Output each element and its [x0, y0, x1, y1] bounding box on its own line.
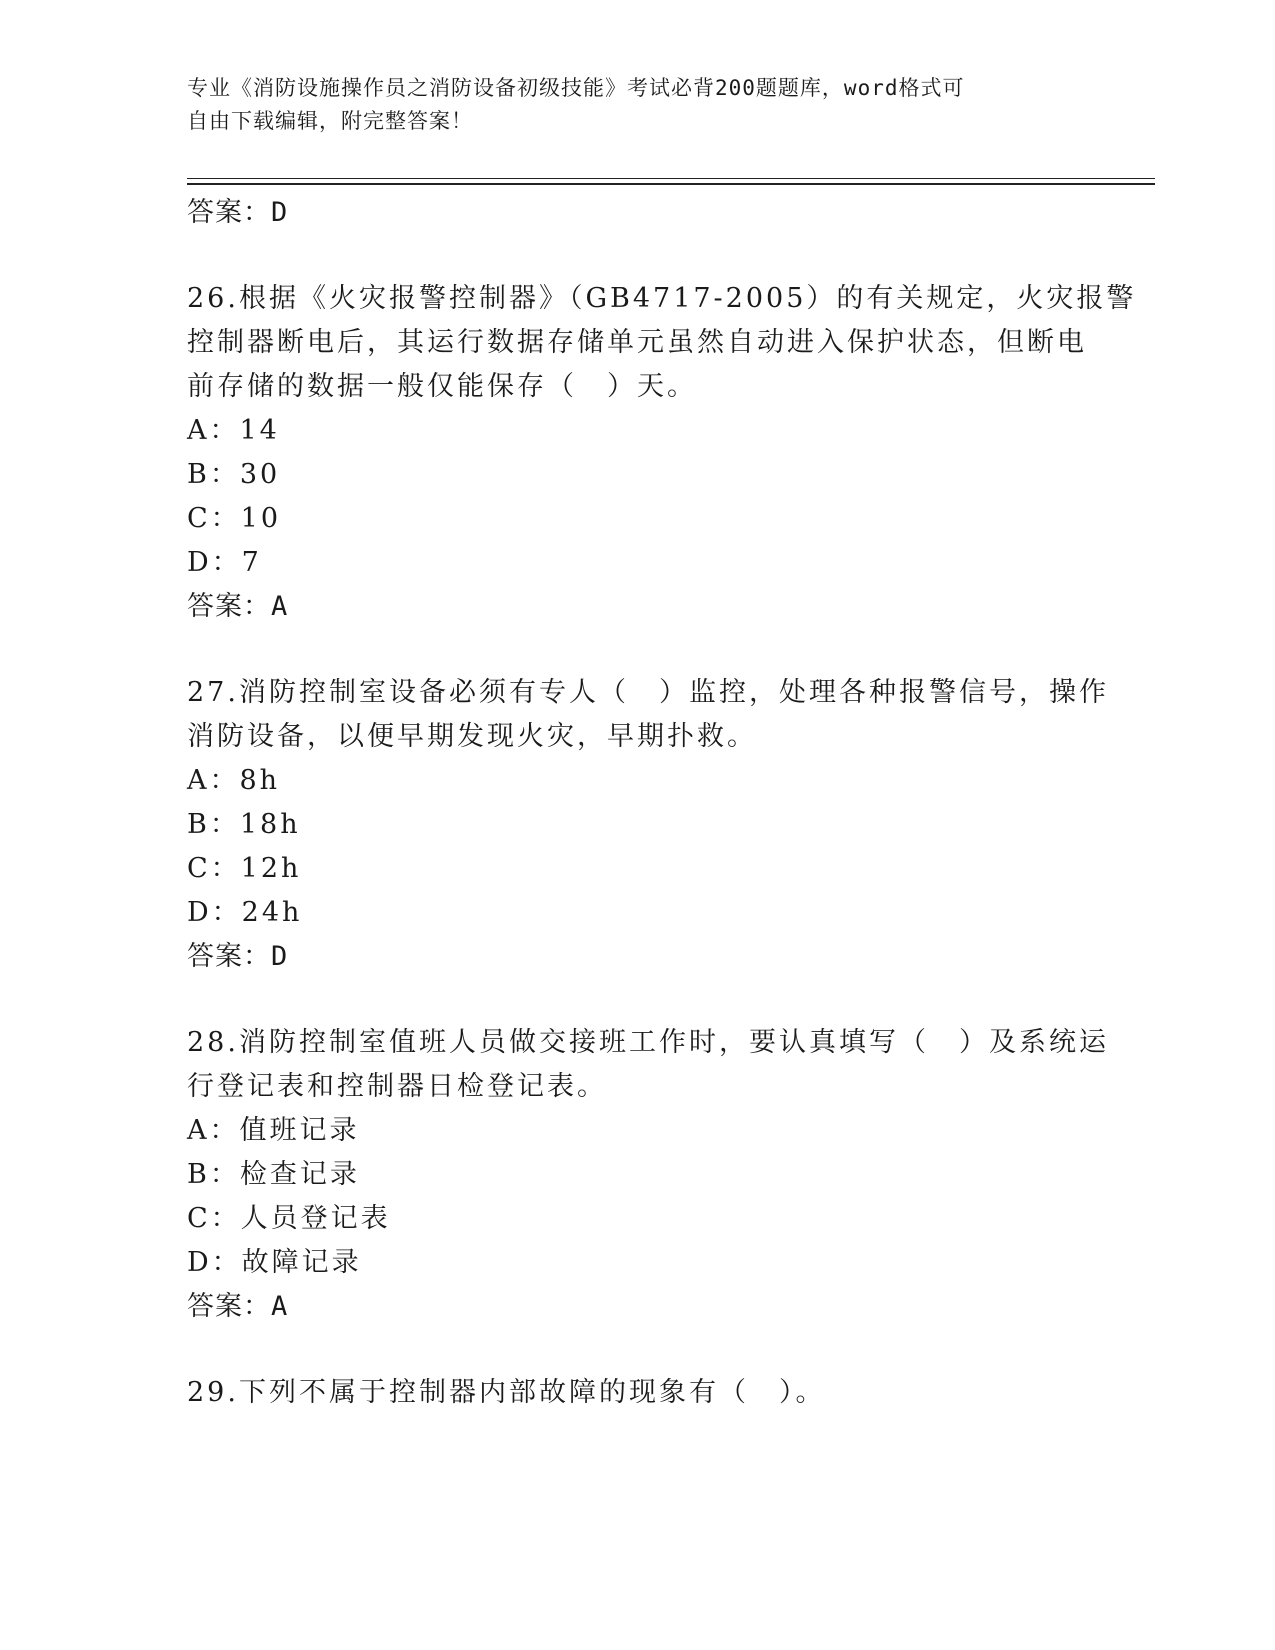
- answer-label: 答案：A: [187, 1291, 289, 1322]
- option-b: B：30: [187, 459, 281, 490]
- question-text: 28.消防控制室值班人员做交接班工作时，要认真填写（ ）及系统运: [187, 1027, 1109, 1058]
- question-text: 29.下列不属于控制器内部故障的现象有（ ）。: [187, 1377, 826, 1408]
- question-text: 控制器断电后，其运行数据存储单元虽然自动进入保护状态，但断电: [187, 327, 1087, 358]
- question-text: 27.消防控制室设备必须有专人（ ）监控，处理各种报警信号，操作: [187, 677, 1109, 708]
- answer-label: 答案：D: [187, 197, 289, 228]
- header-rule-thin: [187, 178, 1155, 179]
- option-d: D：7: [187, 547, 262, 578]
- option-b: B：检查记录: [187, 1159, 360, 1190]
- option-a: A：值班记录: [187, 1115, 360, 1146]
- option-c: C：12h: [187, 853, 302, 884]
- answer-label: 答案：D: [187, 941, 289, 972]
- header-line-2: 自由下载编辑，附完整答案！: [187, 109, 473, 133]
- question-text: 行登记表和控制器日检登记表。: [187, 1071, 607, 1102]
- option-a: A：14: [187, 415, 280, 446]
- option-d: D：故障记录: [187, 1247, 362, 1278]
- option-d: D：24h: [187, 897, 303, 928]
- header-rule-thick: [187, 183, 1155, 185]
- answer-label: 答案：A: [187, 591, 289, 622]
- option-c: C：10: [187, 503, 282, 534]
- option-b: B：18h: [187, 809, 301, 840]
- question-text: 消防设备，以便早期发现火灾，早期扑救。: [187, 721, 757, 752]
- document-header: [187, 72, 1077, 138]
- option-c: C：人员登记表: [187, 1203, 391, 1234]
- option-a: A：8h: [187, 765, 281, 796]
- question-text: 前存储的数据一般仅能保存（ ）天。: [187, 371, 697, 402]
- header-line-1: 专业《消防设施操作员之消防设备初级技能》考试必背200题题库，word格式可: [187, 76, 965, 100]
- question-text: 26.根据《火灾报警控制器》（GB4717-2005）的有关规定，火灾报警: [187, 283, 1137, 314]
